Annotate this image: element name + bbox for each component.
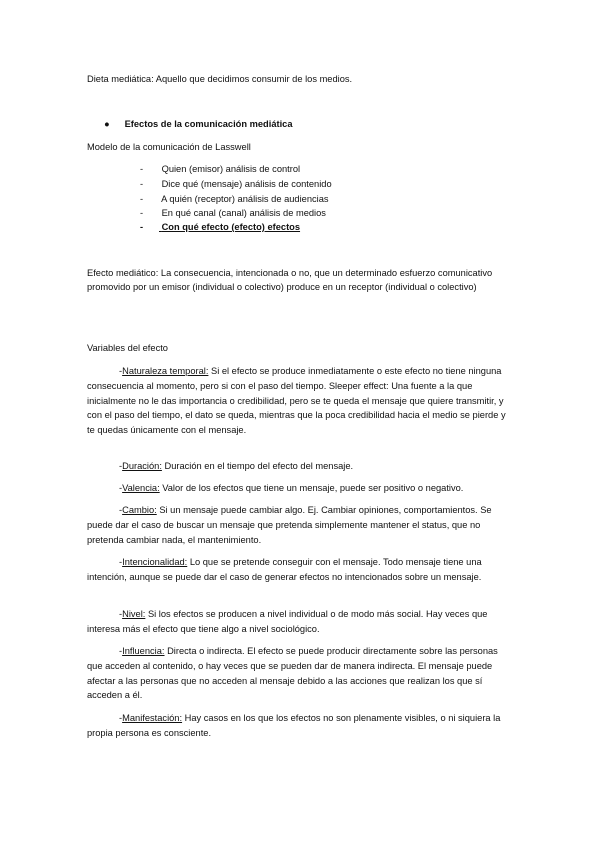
variable-term: Cambio: bbox=[122, 505, 157, 515]
dash-marker: - bbox=[140, 164, 144, 174]
variable-paragraph: -Nivel: Si los efectos se producen a nivel individual o de modo más social. Hay veces que interesa más el efecto que tiene algo a nivel sociológico. bbox=[87, 609, 488, 634]
list-item-text: Dice qué (mensaje) análisis de contenido bbox=[161, 179, 332, 189]
list-item-emphasis bbox=[140, 220, 300, 234]
list-item bbox=[140, 192, 329, 206]
model-title: Modelo de la comunicación de Lasswell bbox=[87, 142, 251, 152]
variable-text: Lo que se pretende conseguir con el mensaje. Todo mensaje tiene una intención, aunque se puede dar el caso de generar efectos no intencionados sobre un mensaje. bbox=[87, 557, 482, 582]
list-item bbox=[140, 177, 332, 191]
variable-term: Valencia: bbox=[122, 483, 160, 493]
list-item bbox=[140, 206, 326, 220]
variable-text: Si el efecto se produce inmediatamente o este efecto no tiene ninguna consecuencia al momento, pero si con el paso del tiempo. Sleeper effect: Una fuente a la que inicialmente no le das importancia o credibilidad, pero se te queda el mensaje que quiere transmitir, y con el paso del tiempo, el dato se queda, mientras que la poca credibilidad hacia el medio se pierde y te quedas únicamente con el mensaje. bbox=[87, 366, 506, 436]
variable-term: Naturaleza temporal: bbox=[122, 366, 209, 376]
variable-text: Hay casos en los que los efectos no son plenamente visibles, o ni siquiera la propia persona es consciente. bbox=[87, 713, 501, 738]
list-item-text: Quien (emisor) análisis de control bbox=[161, 164, 301, 174]
intro-label: Dieta mediática: bbox=[87, 74, 154, 84]
variable-paragraph: -Duración: Duración en el tiempo del efecto del mensaje. bbox=[119, 461, 354, 471]
variable-term: Duración: bbox=[122, 461, 162, 471]
variable-paragraph: -Cambio: Si un mensaje puede cambiar algo. Ej. Cambiar opiniones, comportamientos. Se puede dar el caso de buscar un mensaje que pretenda simplemente mantener el status, que no pretenda cambiar nada, el mantenimiento. bbox=[87, 505, 492, 545]
variable-term: Intencionalidad: bbox=[122, 557, 188, 567]
dash-marker: - bbox=[140, 222, 144, 232]
variable-text: Si un mensaje puede cambiar algo. Ej. Cambiar opiniones, comportamientos. Se puede dar el caso de buscar un mensaje que pretenda simplemente mantener el status, que no pretenda cambiar nada, el mantenimiento. bbox=[87, 505, 492, 545]
list-item-text: A quién (receptor) análisis de audiencias bbox=[161, 194, 329, 204]
variable-text: Directa o indirecta. El efecto se puede producir directamente sobre las personas que acceden al contenido, o hay veces que se pueden dar de manera indirecta. El mensaje puede afectar a las personas que no acceden al mensaje debido a las acciones que realizan los que sí acceden a él. bbox=[87, 646, 498, 701]
intro-text: Aquello que decidimos consumir de los medios. bbox=[155, 74, 353, 84]
variable-term: Nivel: bbox=[122, 609, 146, 619]
dash-marker: - bbox=[140, 194, 144, 204]
variable-text: Valor de los efectos que tiene un mensaje, puede ser positivo o negativo. bbox=[159, 483, 464, 493]
section-heading: Efectos de la comunicación mediática bbox=[124, 119, 293, 129]
variable-paragraph: -Intencionalidad: Lo que se pretende conseguir con el mensaje. Todo mensaje tiene una intención, aunque se puede dar el caso de generar efectos no intencionados sobre un mensaje. bbox=[87, 557, 482, 582]
variable-paragraph: -Influencia: Directa o indirecta. El efecto se puede producir directamente sobre las personas que acceden al contenido, o hay veces que se pueden dar de manera indirecta. El mensaje puede afectar a las personas que no acceden al mensaje debido a las acciones que realizan los que sí acceden a él. bbox=[87, 646, 498, 701]
intro-line bbox=[87, 72, 352, 86]
dash-marker: - bbox=[140, 208, 144, 218]
list-item-text: Con qué efecto (efecto) efectos bbox=[161, 222, 301, 232]
variable-text: Si los efectos se producen a nivel individual o de modo más social. Hay veces que interesa más el efecto que tiene algo a nivel sociológico. bbox=[87, 609, 488, 634]
variable-paragraph: -Manifestación: Hay casos en los que los efectos no son plenamente visibles, o ni siquiera la propia persona es consciente. bbox=[87, 713, 501, 738]
efecto-definition: Efecto mediático: La consecuencia, intencionada o no, que un determinado esfuerzo comunicativo promovido por un emisor (individual o colectivo) produce en un receptor (individual o colectivo) bbox=[87, 268, 493, 293]
variable-paragraph: -Valencia: Valor de los efectos que tiene un mensaje, puede ser positivo o negativo. bbox=[119, 483, 464, 493]
variable-text: Duración en el tiempo del efecto del mensaje. bbox=[161, 461, 354, 471]
variable-paragraph: -Naturaleza temporal: Si el efecto se produce inmediatamente o este efecto no tiene ninguna consecuencia al momento, pero si con el paso del tiempo. Sleeper effect: Una fuente a la que inicialmente no le das importancia o credibilidad, pero se te queda el mensaje que quiere transmitir, y con el paso del tiempo, el dato se queda, mientras que la poca credibilidad hacia el medio se pierde y te quedas únicamente con el mensaje. bbox=[87, 366, 506, 436]
variables-title: Variables del efecto bbox=[87, 343, 168, 353]
dash-marker: - bbox=[140, 179, 144, 189]
list-item-text: En qué canal (canal) análisis de medios bbox=[161, 208, 326, 218]
bullet-icon: ● bbox=[104, 119, 110, 129]
section-heading-row bbox=[104, 117, 293, 131]
list-item bbox=[140, 162, 300, 176]
variable-term: Manifestación: bbox=[122, 713, 183, 723]
variable-term: Influencia: bbox=[122, 646, 165, 656]
